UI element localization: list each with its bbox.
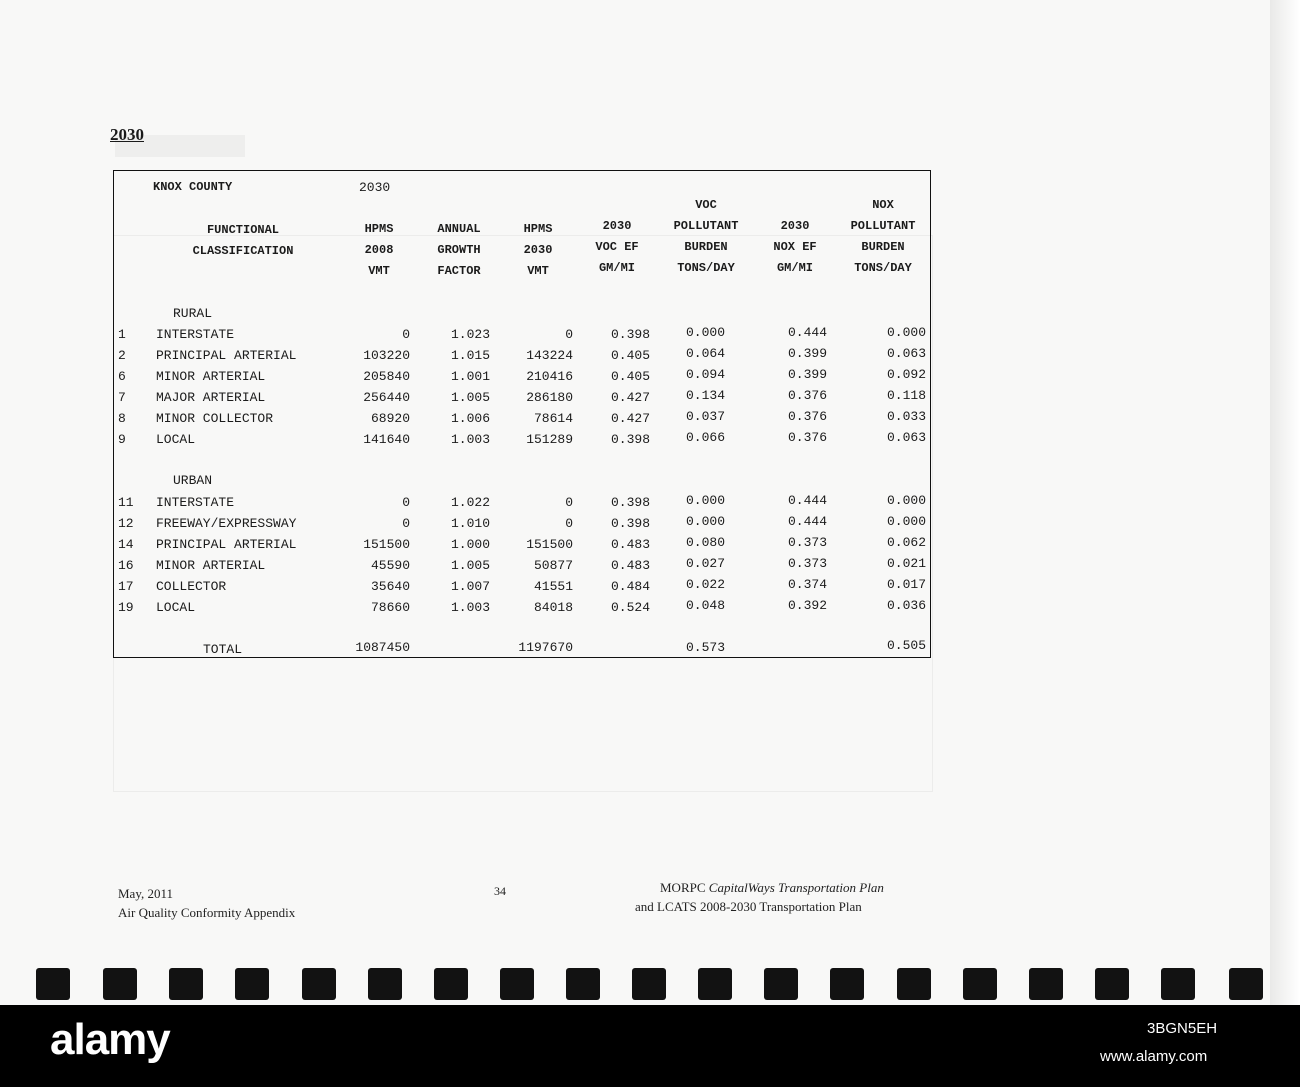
binding-ring (1095, 968, 1129, 1000)
row-vmt-2008: 205840 (363, 368, 410, 384)
row-growth-factor: 1.022 (450, 495, 490, 510)
row-code: 8 (118, 410, 126, 426)
row-nox-ef: 0.444 (787, 513, 827, 529)
county-year: 2030 (359, 180, 391, 195)
hdr-growth-line: FACTOR (437, 264, 481, 278)
hdr-hpms2008-line: 2008 (364, 243, 394, 257)
row-vmt-2030: 84018 (533, 599, 573, 615)
row-voc-burden: 0.048 (685, 597, 725, 613)
row-classification: INTERSTATE (156, 327, 235, 342)
row-nox-burden: 0.092 (886, 366, 926, 382)
row-classification: LOCAL (156, 599, 196, 615)
row-vmt-2008: 103220 (363, 347, 410, 363)
hdr-vocburden-line: POLLUTANT (673, 219, 739, 233)
binding-ring (36, 968, 70, 1000)
row-voc-burden: 0.080 (685, 534, 725, 550)
row-voc-burden: 0.022 (685, 576, 725, 592)
footer-plan-prefix: MORPC (660, 880, 709, 895)
row-code: 16 (118, 557, 134, 573)
row-nox-burden: 0.017 (886, 576, 926, 592)
binding-ring (500, 968, 534, 1000)
binding-ring (764, 968, 798, 1000)
hdr-noxef-line: 2030 (780, 219, 810, 233)
row-vmt-2008: 151500 (363, 536, 410, 552)
binding-ring (169, 968, 203, 1000)
hdr-vocef-line: VOC EF (595, 240, 639, 254)
total-vmt-2030: 1197670 (518, 640, 573, 655)
row-code: 7 (118, 389, 126, 405)
row-growth-factor: 1.015 (450, 347, 490, 363)
row-nox-ef: 0.392 (787, 597, 827, 613)
total-voc-burden: 0.573 (685, 640, 725, 655)
watermark-image-id: 3BGN5EH (1147, 1020, 1218, 1037)
footer-date: May, 2011 (118, 886, 174, 901)
rural-group-label: RURAL (173, 306, 213, 321)
row-voc-burden: 0.000 (685, 493, 725, 508)
row-nox-ef: 0.373 (787, 534, 827, 550)
row-nox-burden: 0.000 (886, 493, 926, 508)
row-vmt-2008: 0 (402, 495, 410, 510)
hdr-growth-line: ANNUAL (437, 222, 481, 236)
binding-ring (1161, 968, 1195, 1000)
row-nox-burden: 0.062 (886, 534, 926, 550)
hdr-hpms2008-line: VMT (368, 264, 390, 278)
urban-group-label: URBAN (173, 473, 213, 488)
row-voc-burden: 0.027 (685, 555, 725, 571)
binding-ring (368, 968, 402, 1000)
row-classification: LOCAL (156, 431, 196, 447)
row-nox-ef: 0.444 (787, 325, 827, 340)
row-vmt-2030: 286180 (526, 389, 573, 405)
hdr-hpms2008-line: HPMS (364, 222, 394, 236)
hdr-noxef-line: GM/MI (776, 261, 813, 275)
hdr-functional-line: CLASSIFICATION (192, 244, 294, 258)
footer-appendix: Air Quality Conformity Appendix (118, 905, 296, 920)
row-growth-factor: 1.007 (450, 578, 490, 594)
row-growth-factor: 1.006 (450, 410, 490, 426)
hdr-vocef-line: GM/MI (598, 261, 635, 275)
hdr-vocef-line: 2030 (602, 219, 632, 233)
row-code: 1 (118, 327, 126, 342)
row-classification: PRINCIPAL ARTERIAL (156, 536, 297, 552)
row-voc-ef: 0.483 (610, 557, 650, 573)
binding-ring (698, 968, 732, 1000)
row-voc-ef: 0.398 (610, 431, 650, 447)
row-voc-ef: 0.484 (610, 578, 650, 594)
footer-plan-title: CapitalWays Transportation Plan (708, 880, 884, 895)
row-code: 14 (118, 536, 134, 552)
binding-ring (1229, 968, 1263, 1000)
row-nox-ef: 0.399 (787, 345, 827, 361)
binding-ring (963, 968, 997, 1000)
page-edge-shadow (1270, 0, 1300, 1005)
total-label: TOTAL (203, 642, 243, 657)
section-year-heading: 2030 (110, 125, 144, 144)
hdr-noxburden-line: BURDEN (861, 240, 905, 254)
total-vmt-2008: 1087450 (355, 640, 410, 655)
row-nox-burden: 0.036 (886, 597, 926, 613)
row-vmt-2008: 45590 (370, 557, 410, 573)
row-nox-ef: 0.376 (787, 429, 827, 445)
row-voc-ef: 0.398 (610, 327, 650, 342)
row-code: 6 (118, 368, 126, 384)
row-code: 2 (118, 347, 126, 363)
row-vmt-2008: 0 (402, 515, 410, 531)
row-growth-factor: 1.000 (450, 536, 490, 552)
row-vmt-2008: 141640 (363, 431, 410, 447)
row-voc-ef: 0.427 (610, 389, 650, 405)
row-voc-ef: 0.405 (610, 347, 650, 363)
binding-ring (632, 968, 666, 1000)
binding-ring (434, 968, 468, 1000)
row-classification: MINOR ARTERIAL (156, 557, 266, 573)
row-growth-factor: 1.003 (450, 599, 490, 615)
row-voc-ef: 0.483 (610, 536, 650, 552)
footer-page-number: 34 (494, 884, 506, 898)
row-voc-ef: 0.398 (610, 515, 650, 531)
row-nox-burden: 0.021 (886, 555, 926, 571)
row-classification: INTERSTATE (156, 495, 235, 510)
row-voc-burden: 0.000 (685, 513, 725, 529)
row-nox-ef: 0.376 (787, 387, 827, 403)
row-voc-ef: 0.398 (610, 495, 650, 510)
watermark-url: www.alamy.com (1100, 1048, 1208, 1065)
row-vmt-2030: 41551 (533, 578, 573, 594)
binding-ring (1029, 968, 1063, 1000)
row-code: 11 (118, 495, 134, 510)
row-vmt-2008: 78660 (370, 599, 410, 615)
row-voc-burden: 0.037 (685, 408, 725, 424)
row-vmt-2008: 256440 (363, 389, 410, 405)
row-nox-burden: 0.033 (886, 408, 926, 424)
watermark-logo: alamy (50, 1015, 170, 1064)
row-voc-burden: 0.064 (685, 345, 725, 361)
row-growth-factor: 1.003 (450, 431, 490, 447)
footer-plan-line2: and LCATS 2008-2030 Transportation Plan (635, 899, 862, 914)
row-nox-burden: 0.000 (886, 325, 926, 340)
hdr-vocburden-line: BURDEN (684, 240, 728, 254)
row-code: 12 (118, 515, 134, 531)
row-code: 9 (118, 431, 126, 447)
row-nox-ef: 0.376 (787, 408, 827, 424)
row-vmt-2030: 50877 (533, 557, 573, 573)
row-classification: MINOR COLLECTOR (156, 410, 274, 426)
row-voc-burden: 0.134 (685, 387, 725, 403)
row-vmt-2030: 151289 (526, 431, 573, 447)
row-nox-burden: 0.063 (886, 345, 926, 361)
row-vmt-2008: 68920 (370, 410, 410, 426)
row-nox-burden: 0.000 (886, 513, 926, 529)
binding-ring (235, 968, 269, 1000)
hdr-noxburden-line: POLLUTANT (850, 219, 916, 233)
row-growth-factor: 1.005 (450, 389, 490, 405)
row-voc-ef: 0.524 (610, 599, 650, 615)
row-nox-ef: 0.444 (787, 493, 827, 508)
hdr-vocburden-line: TONS/DAY (677, 261, 735, 275)
row-code: 19 (118, 599, 134, 615)
watermark-bar (0, 1005, 1300, 1087)
row-code: 17 (118, 578, 134, 594)
total-nox-burden: 0.505 (886, 638, 926, 653)
binding-ring (566, 968, 600, 1000)
row-vmt-2008: 0 (402, 327, 410, 342)
row-classification: FREEWAY/EXPRESSWAY (156, 515, 297, 531)
hdr-noxef-line: NOX EF (773, 240, 817, 254)
binding-ring (897, 968, 931, 1000)
row-growth-factor: 1.001 (450, 368, 490, 384)
row-classification: MAJOR ARTERIAL (156, 389, 266, 405)
row-nox-burden: 0.118 (886, 387, 926, 403)
hdr-hpms2030-line: VMT (527, 264, 549, 278)
row-voc-ef: 0.427 (610, 410, 650, 426)
row-voc-ef: 0.405 (610, 368, 650, 384)
county-label: KNOX COUNTY (153, 180, 233, 194)
footer-plan-line1 (660, 880, 884, 896)
hdr-hpms2030-line: HPMS (523, 222, 553, 236)
row-growth-factor: 1.010 (450, 515, 490, 531)
row-classification: COLLECTOR (156, 578, 227, 594)
row-nox-ef: 0.374 (787, 576, 827, 592)
row-vmt-2030: 210416 (526, 368, 573, 384)
row-vmt-2030: 78614 (533, 410, 573, 426)
hdr-growth-line: GROWTH (437, 243, 481, 257)
row-nox-ef: 0.373 (787, 555, 827, 571)
row-vmt-2030: 151500 (526, 536, 573, 552)
binding-ring (302, 968, 336, 1000)
row-vmt-2030: 0 (565, 327, 573, 342)
hdr-noxburden-line: NOX (872, 198, 894, 212)
row-nox-burden: 0.063 (886, 429, 926, 445)
hdr-functional-line: FUNCTIONAL (206, 223, 279, 237)
row-growth-factor: 1.023 (450, 327, 490, 342)
row-growth-factor: 1.005 (450, 557, 490, 573)
hdr-hpms2030-line: 2030 (523, 243, 553, 257)
row-classification: PRINCIPAL ARTERIAL (156, 347, 297, 363)
binding-ring (103, 968, 137, 1000)
row-voc-burden: 0.000 (685, 325, 725, 340)
row-vmt-2030: 0 (565, 515, 573, 531)
row-classification: MINOR ARTERIAL (156, 368, 266, 384)
hdr-vocburden-line: VOC (695, 198, 717, 212)
row-vmt-2030: 0 (565, 495, 573, 510)
binding-ring (830, 968, 864, 1000)
row-vmt-2008: 35640 (370, 578, 410, 594)
row-voc-burden: 0.094 (685, 366, 725, 382)
row-nox-ef: 0.399 (787, 366, 827, 382)
hdr-noxburden-line: TONS/DAY (854, 261, 912, 275)
row-vmt-2030: 143224 (526, 347, 573, 363)
row-voc-burden: 0.066 (685, 429, 725, 445)
